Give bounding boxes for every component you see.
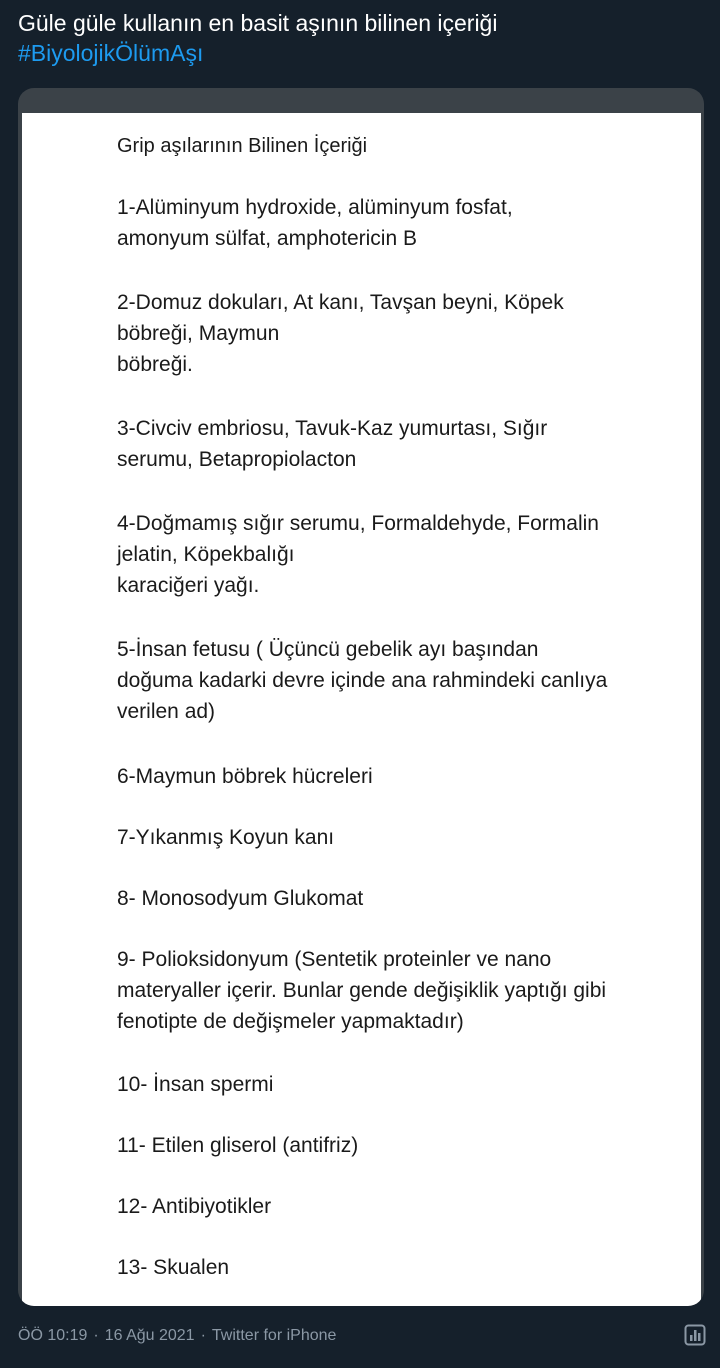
document-heading: Grip aşılarının Bilinen İçeriği (117, 135, 368, 157)
list-item: 5-İnsan fetusu ( Üçüncü gebelik ayı başından doğuma kadarki devre içinde ana rahmindeki canlıya verilen ad) (117, 638, 608, 723)
meta-separator: · (93, 1327, 99, 1344)
list-item: 12- Antibiyotikler (117, 1195, 272, 1218)
meta-separator: · (200, 1327, 206, 1344)
list-item: 8- Monosodyum Glukomat (117, 887, 364, 910)
list-item: 10- İnsan spermi (117, 1073, 274, 1096)
hashtag-link[interactable]: #BiyolojikÖlümAşı (18, 40, 204, 66)
tweet-meta (18, 1325, 336, 1347)
list-item: 9- Polioksidonyum (Sentetik proteinler ve nano materyaller içerir. Bunlar gende değişiklik yaptığı gibi fenotipte de değişmeler yapmaktadır) (117, 948, 607, 1033)
list-item: 11- Etilen gliserol (antifriz) (117, 1134, 359, 1157)
tweet-time[interactable]: ÖÖ 10:19 (18, 1327, 88, 1344)
list-item: 6-Maymun böbrek hücreleri (117, 765, 373, 788)
list-item: 1-Alüminyum hydroxide, alüminyum fosfat, amonyum sülfat, amphotericin B (117, 196, 513, 250)
tweet-date[interactable]: 16 Ağu 2021 (104, 1327, 195, 1344)
list-item: 2-Domuz dokuları, At kanı, Tavşan beyni, Köpek böbreği, Maymun böbreği. (117, 291, 564, 376)
list-item: 3-Civciv embriosu, Tavuk-Kaz yumurtası, Sığır serumu, Betapropiolacton (117, 417, 548, 471)
tweet-source[interactable]: Twitter for iPhone (211, 1327, 337, 1344)
analytics-icon[interactable] (684, 1324, 706, 1346)
list-item: 13- Skualen (117, 1256, 230, 1279)
tweet-body: Güle güle kullanın en basit aşının bilinen içeriği (18, 10, 498, 36)
document-content (117, 131, 697, 1283)
list-item: 7-Yıkanmış Koyun kanı (117, 826, 335, 849)
tweet-text (18, 8, 708, 68)
list-item: 4-Doğmamış sığır serumu, Formaldehyde, Formalin jelatin, Köpekbalığı karaciğeri yağı. (117, 512, 599, 597)
